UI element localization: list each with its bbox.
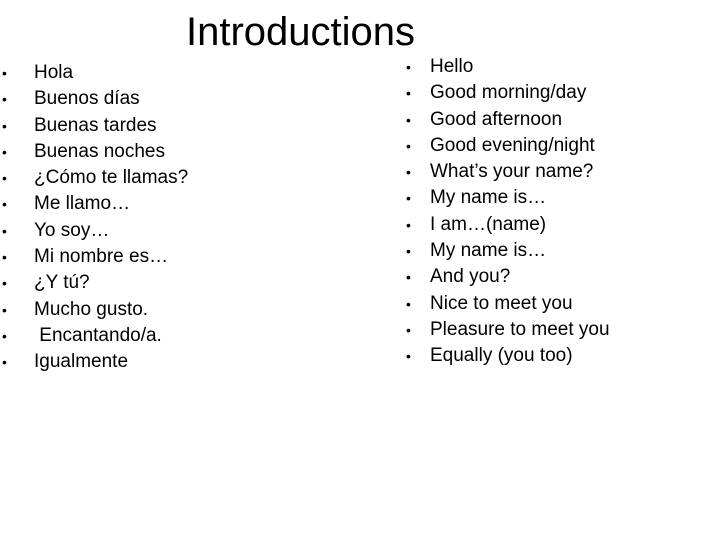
spanish-phrase: Buenas tardes (34, 114, 157, 136)
list-item (0, 165, 340, 191)
bullet-icon: • (2, 65, 7, 81)
spanish-phrase: ¿Y tú? (34, 272, 90, 294)
english-phrase: Hello (430, 56, 474, 77)
list-item (397, 291, 717, 317)
slide-title: Introductions (186, 10, 416, 54)
list-item (397, 264, 717, 290)
bullet-icon: • (406, 111, 411, 128)
bullet-icon: • (2, 222, 7, 239)
english-translation-list (397, 54, 717, 370)
list-item (0, 244, 340, 270)
list-item (397, 343, 717, 369)
list-item (0, 139, 340, 165)
list-item (0, 323, 340, 349)
list-item (0, 86, 340, 112)
list-item (397, 80, 717, 106)
spanish-phrase: Yo soy… (34, 219, 110, 241)
bullet-icon: • (406, 137, 411, 154)
list-item (397, 185, 717, 211)
spanish-phrase-list (0, 60, 340, 376)
spanish-phrase: Buenas noches (34, 140, 165, 162)
bullet-icon: • (2, 301, 7, 318)
english-phrase: Good afternoon (430, 108, 563, 130)
list-item (397, 107, 717, 133)
bullet-icon: • (2, 275, 7, 292)
bullet-icon: • (406, 321, 411, 338)
list-item (397, 238, 717, 264)
bullet-icon: • (2, 117, 7, 134)
english-phrase: My name is… (430, 240, 547, 262)
english-phrase: Good evening/night (430, 134, 595, 156)
bullet-icon: • (2, 249, 7, 266)
english-phrase: And you? (430, 266, 511, 288)
bullet-icon: • (2, 170, 7, 187)
bullet-icon: • (406, 190, 411, 207)
spanish-phrase: Mi nombre es… (34, 246, 169, 268)
bullet-icon: • (2, 327, 7, 344)
spanish-phrase: Buenos días (34, 88, 140, 110)
bullet-icon: • (406, 348, 411, 365)
bullet-icon: • (406, 243, 411, 260)
english-phrase: What’s your name? (430, 161, 594, 183)
bullet-icon: • (406, 164, 411, 181)
bullet-icon: • (406, 59, 411, 75)
bullet-icon: • (2, 91, 7, 108)
list-item (397, 317, 717, 343)
english-phrase: I am…(name) (430, 213, 547, 235)
list-item (397, 212, 717, 238)
spanish-phrase: Mucho gusto. (34, 298, 149, 320)
bullet-icon: • (406, 295, 411, 312)
list-item (0, 297, 340, 323)
bullet-icon: • (406, 216, 411, 233)
bullet-icon: • (406, 269, 411, 286)
spanish-phrase: ¿Cómo te llamas? (34, 167, 189, 189)
list-item (0, 113, 340, 139)
bullet-icon: • (406, 85, 411, 102)
list-item (0, 270, 340, 296)
english-phrase: My name is… (430, 187, 547, 209)
list-item (397, 54, 717, 80)
spanish-phrase: Hola (34, 62, 74, 83)
english-phrase: Good morning/day (430, 82, 587, 104)
spanish-phrase: Me llamo… (34, 193, 131, 215)
bullet-icon: • (2, 354, 7, 371)
english-phrase: Pleasure to meet you (430, 318, 610, 340)
list-item (0, 218, 340, 244)
list-item (397, 133, 717, 159)
bullet-icon: • (2, 196, 7, 213)
list-item (0, 349, 340, 375)
spanish-phrase: Igualmente (34, 351, 129, 373)
list-item (397, 159, 717, 185)
english-phrase: Nice to meet you (430, 292, 573, 314)
bullet-icon: • (2, 143, 7, 160)
english-phrase: Equally (you too) (430, 345, 573, 367)
list-item (0, 191, 340, 217)
list-item (0, 60, 340, 86)
spanish-phrase: Encantando/a. (34, 324, 162, 346)
